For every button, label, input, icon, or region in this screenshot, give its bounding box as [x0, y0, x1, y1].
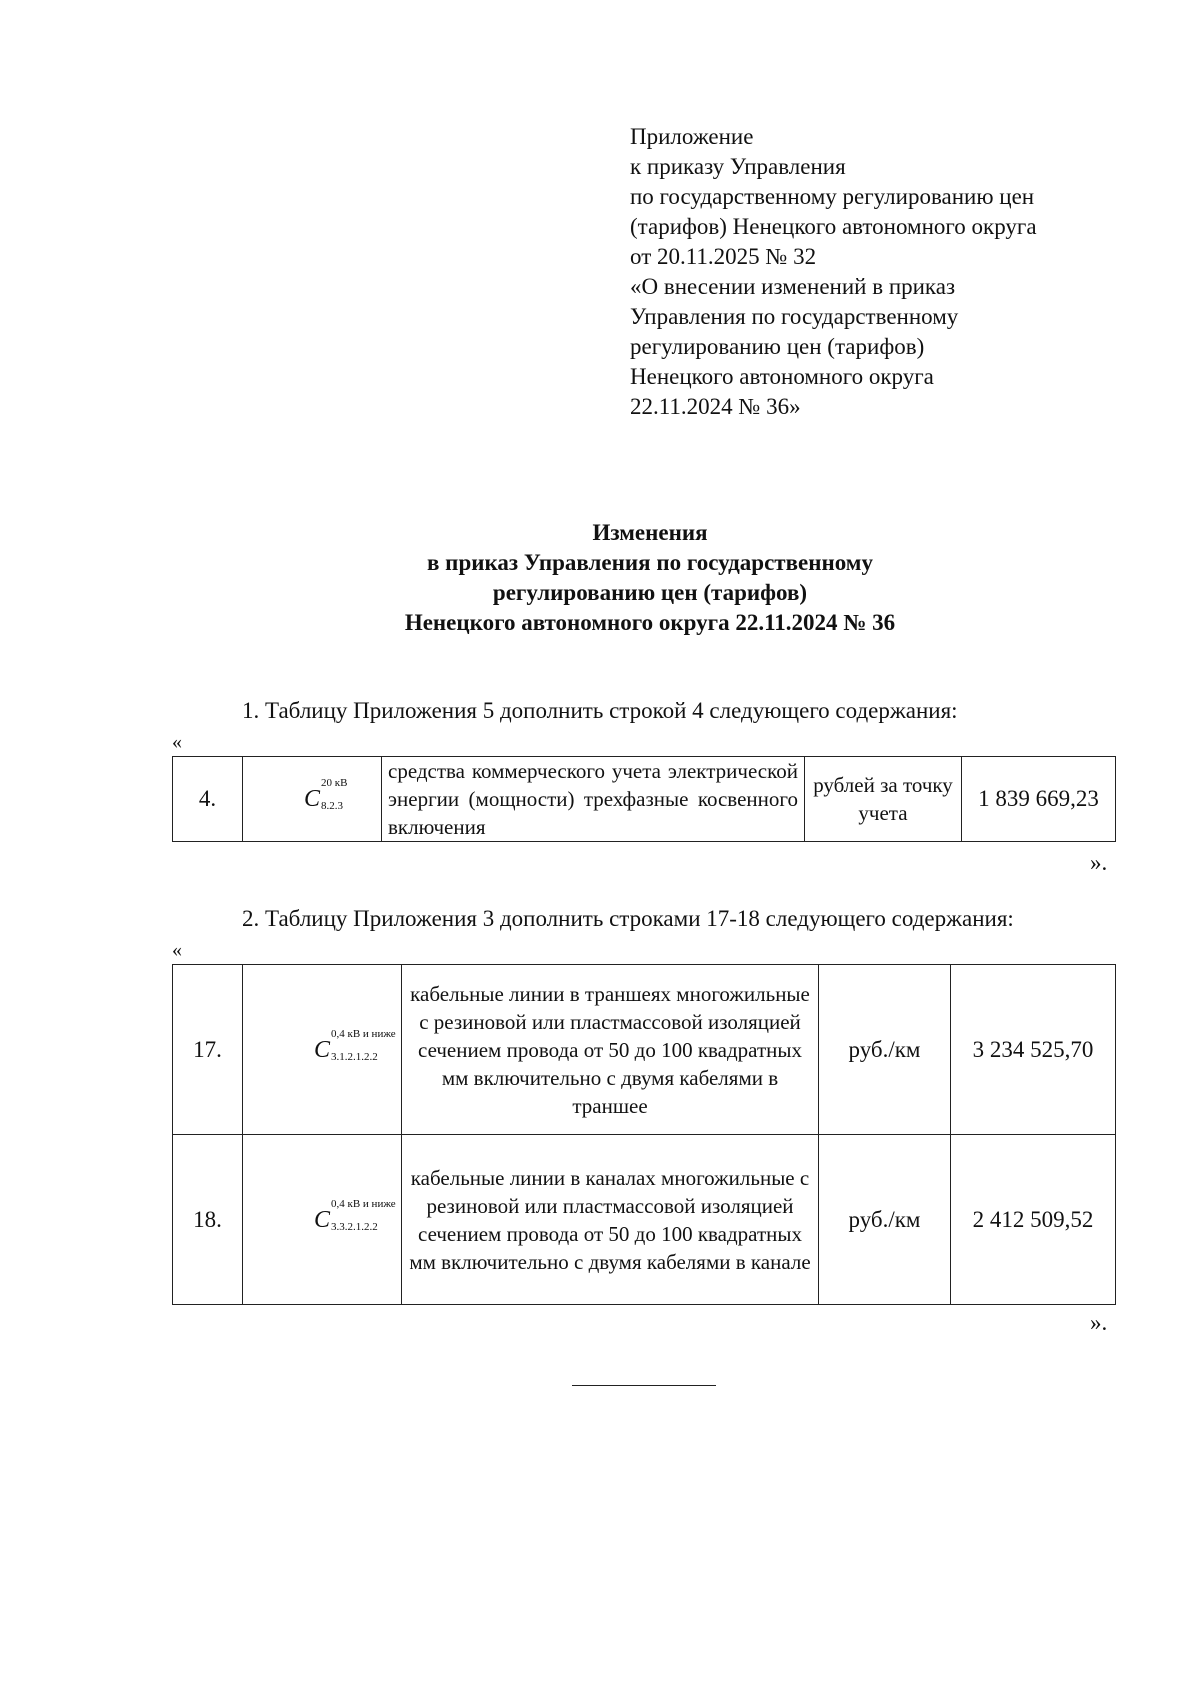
- code-symbol: C: [313, 1206, 330, 1233]
- section2-table: [172, 964, 1116, 1305]
- tariff-code: [243, 757, 382, 842]
- closing-separator-line: [572, 1385, 716, 1386]
- appendix-line: «О внесении изменений в приказ: [630, 274, 956, 299]
- section2-text: 2. Таблицу Приложения 3 дополнить строками 17-18 следующего содержания:: [242, 906, 1014, 931]
- row-unit: рублей за точку учета: [805, 757, 962, 842]
- section1-close-quote: ».: [1090, 850, 1108, 875]
- appendix-line: к приказу Управления: [630, 154, 846, 179]
- code-symbol: C: [313, 1036, 330, 1063]
- row-unit: руб./км: [819, 965, 951, 1135]
- row-unit: руб./км: [819, 1135, 951, 1305]
- appendix-header: [630, 122, 1037, 422]
- table-row: [173, 1135, 1116, 1305]
- tariff-code-formula: [313, 1027, 396, 1063]
- section2-close-quote: ».: [1090, 1310, 1108, 1335]
- title-line: регулированию цен (тарифов): [492, 580, 808, 605]
- title-line: Ненецкого автономного округа 22.11.2024 № 36: [404, 610, 896, 635]
- table-row: [173, 965, 1116, 1135]
- appendix-line: регулированию цен (тарифов): [630, 334, 925, 359]
- tariff-code-formula: [303, 777, 348, 812]
- row-number: 4.: [173, 757, 243, 842]
- tariff-code-formula: [313, 1197, 396, 1233]
- document-title: [150, 518, 1150, 638]
- row-number: 17.: [173, 965, 243, 1135]
- row-value: 2 412 509,52: [951, 1135, 1116, 1305]
- tariff-code: [243, 1135, 402, 1305]
- section1-open-quote: «: [172, 731, 182, 753]
- row-description: кабельные линии в траншеях многожильные с резиновой или пластмассовой изоляцией сечением провода от 50 до 100 квадратных мм включительно с двумя кабелями в траншее: [402, 965, 819, 1135]
- code-superscript: 20 кВ: [320, 777, 348, 789]
- appendix-line: Ненецкого автономного округа: [630, 364, 934, 389]
- row-description: средства коммерческого учета электрической энергии (мощности) трехфазные косвенного включения: [382, 757, 805, 842]
- row-description: кабельные линии в каналах многожильные с резиновой или пластмассовой изоляцией сечением провода от 50 до 100 квадратных мм включительно с двумя кабелями в канале: [402, 1135, 819, 1305]
- row-number: 18.: [173, 1135, 243, 1305]
- table-row: [173, 757, 1116, 842]
- row-value: 1 839 669,23: [962, 757, 1116, 842]
- code-superscript: 0,4 кВ и ниже: [330, 1027, 396, 1040]
- appendix-line: (тарифов) Ненецкого автономного округа: [630, 214, 1037, 239]
- appendix-line: Приложение: [630, 124, 754, 149]
- section1-text: 1. Таблицу Приложения 5 дополнить строкой 4 следующего содержания:: [242, 698, 958, 723]
- code-subscript: 3.1.2.1.2.2: [330, 1050, 378, 1063]
- appendix-line: Управления по государственному: [630, 304, 959, 329]
- title-line: в приказ Управления по государственному: [427, 550, 873, 575]
- title-line: Изменения: [592, 520, 708, 545]
- appendix-line: от 20.11.2025 № 32: [630, 244, 817, 269]
- code-symbol: C: [303, 786, 320, 812]
- tariff-code: [243, 965, 402, 1135]
- row-value: 3 234 525,70: [951, 965, 1116, 1135]
- code-subscript: 8.2.3: [320, 800, 343, 812]
- appendix-line: 22.11.2024 № 36»: [630, 394, 801, 419]
- appendix-line: по государственному регулированию цен: [630, 184, 1035, 209]
- code-subscript: 3.3.2.1.2.2: [330, 1220, 378, 1233]
- code-superscript: 0,4 кВ и ниже: [330, 1197, 396, 1210]
- section2-open-quote: «: [172, 939, 182, 961]
- section1-table: [172, 756, 1116, 842]
